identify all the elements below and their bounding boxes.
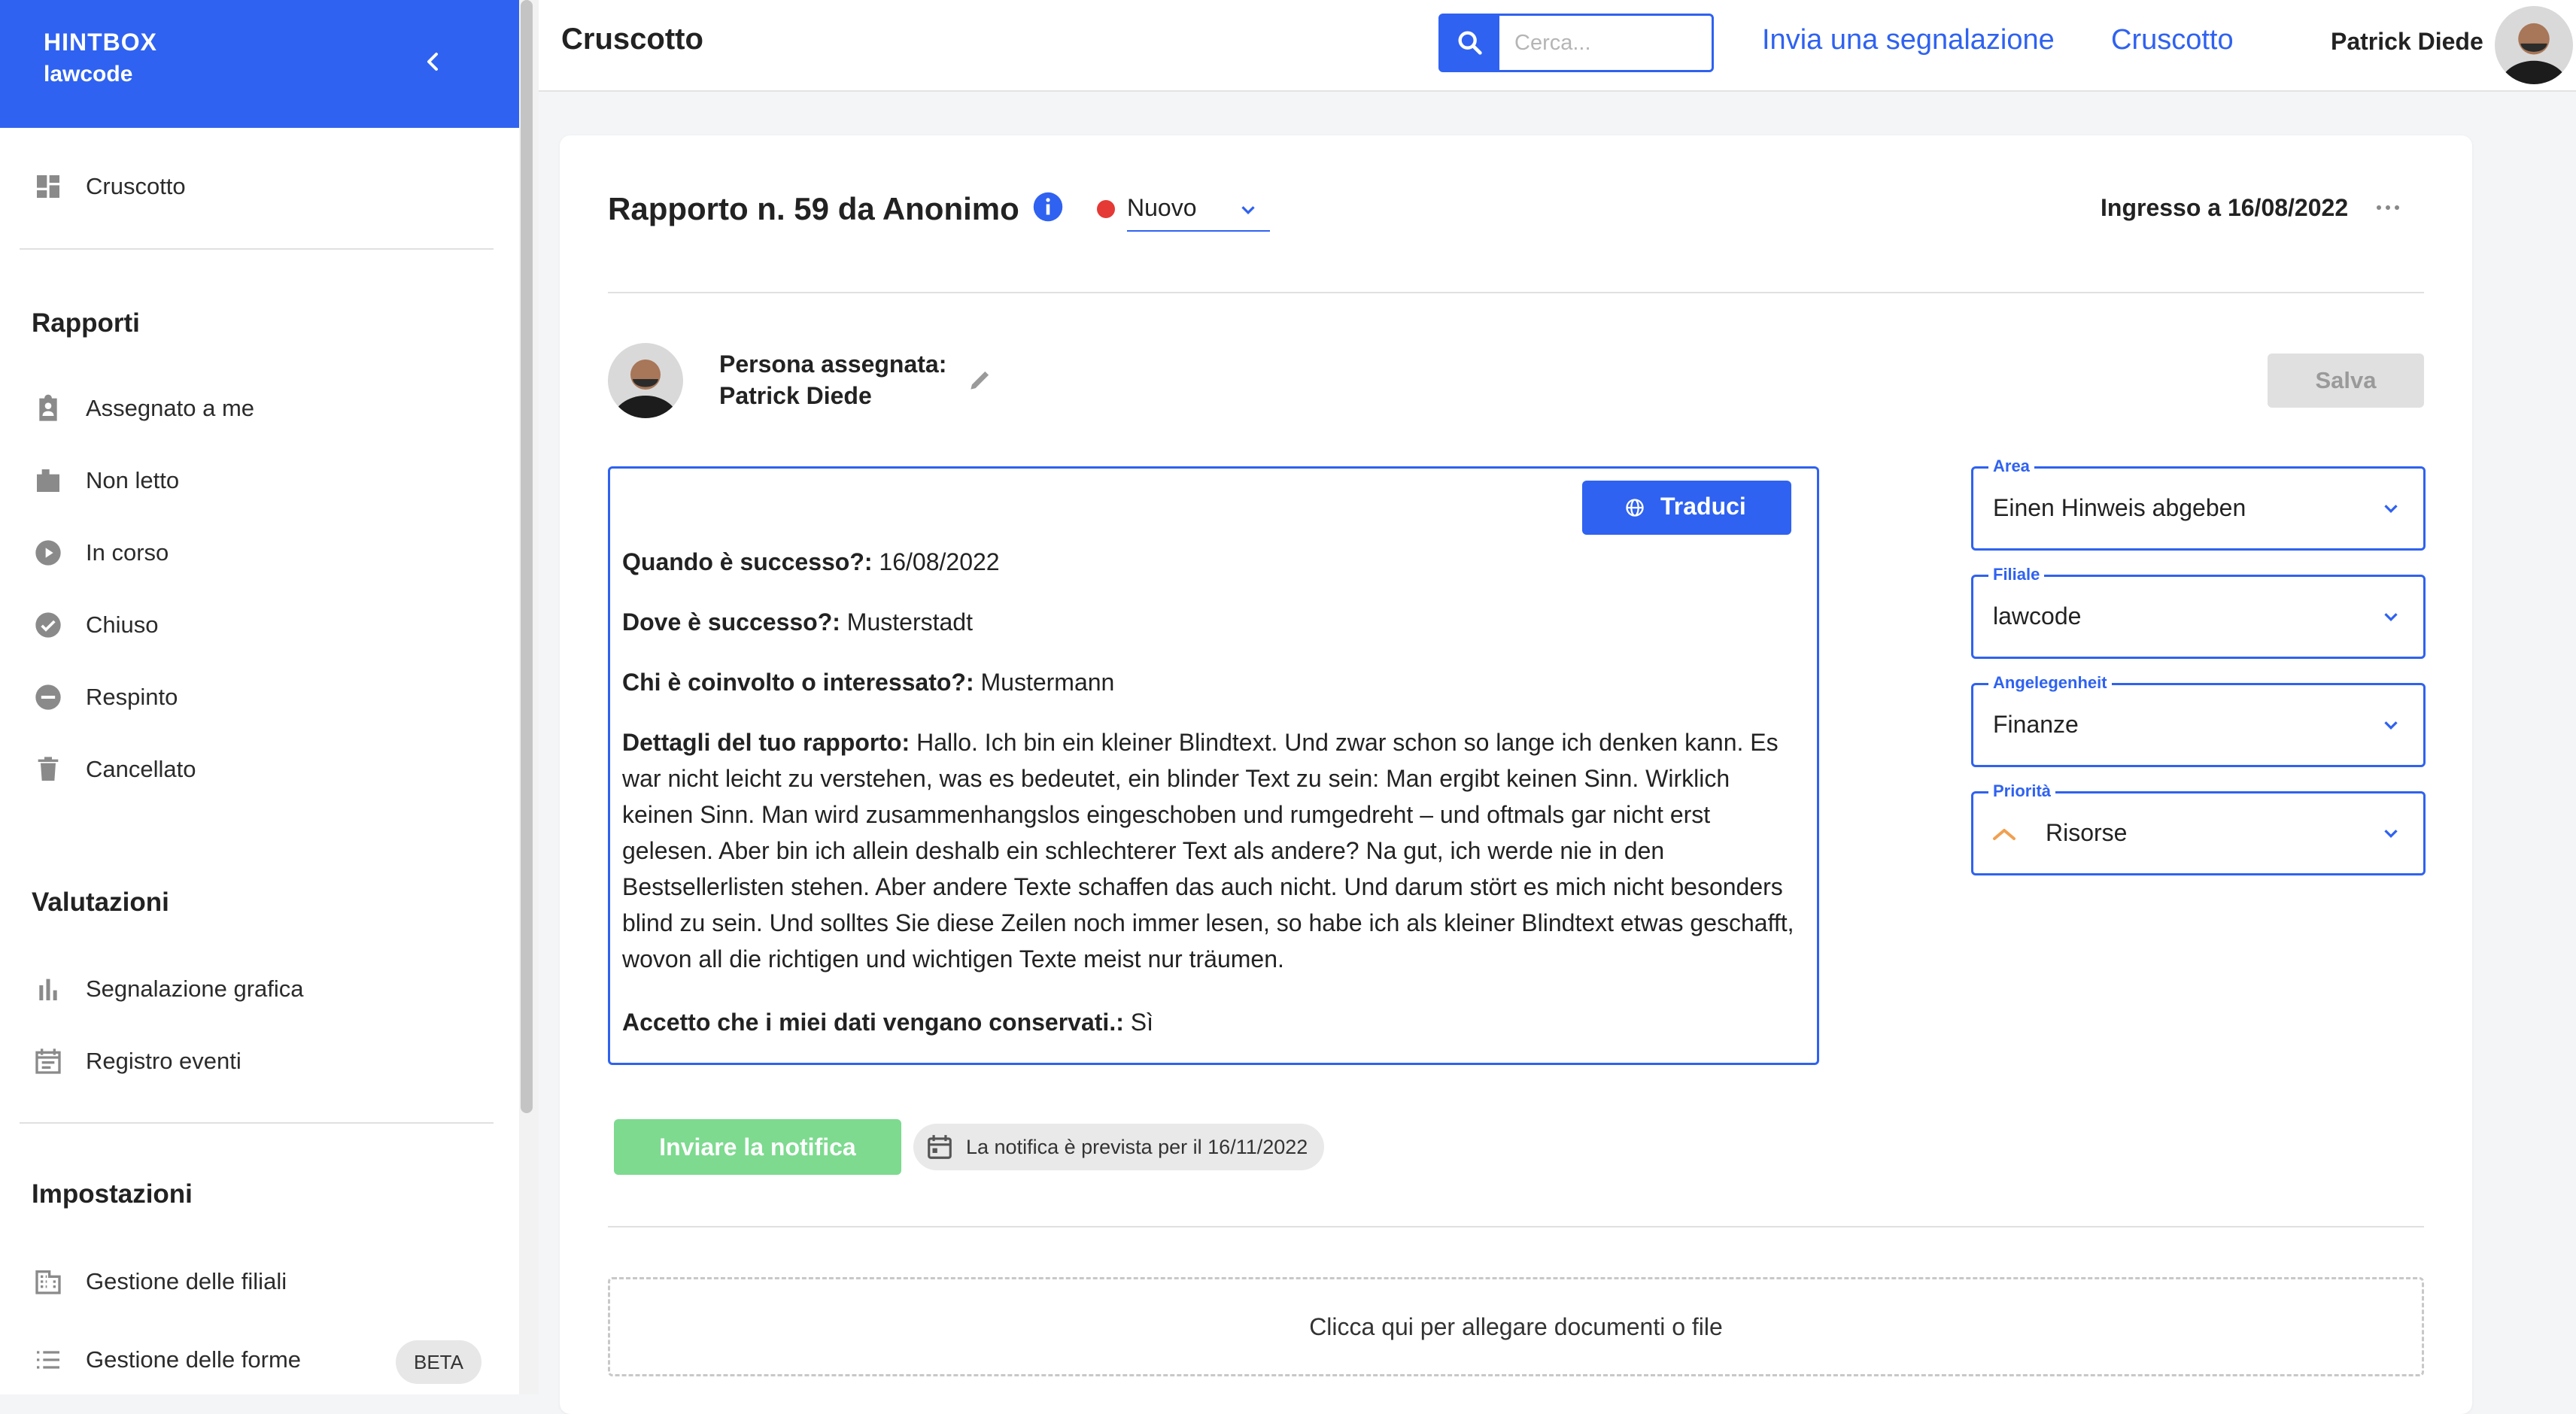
sidebar	[0, 0, 519, 1394]
divider	[608, 1226, 2424, 1227]
field-label: Dove è successo?:	[622, 608, 840, 636]
brand-header	[0, 0, 519, 128]
sidebar-item-event-log[interactable]	[0, 1031, 519, 1091]
status-dot	[1097, 200, 1115, 218]
select-value: lawcode	[1993, 602, 2082, 630]
sidebar-item-assigned[interactable]	[0, 378, 519, 438]
select-caption: Priorità	[1988, 781, 2055, 801]
sidebar-divider	[20, 248, 494, 250]
beta-badge: BETA	[396, 1340, 481, 1384]
send-report-link[interactable]: Invia una segnalazione	[1762, 24, 2055, 56]
file-dropzone[interactable]: Clicca qui per allegare documenti o file	[608, 1277, 2424, 1376]
top-header	[539, 0, 2576, 92]
translate-button[interactable]	[1582, 481, 1791, 535]
assignee-avatar	[608, 343, 683, 418]
select-caption: Area	[1988, 457, 2034, 476]
divider	[608, 292, 2424, 293]
translate-label: Traduci	[1660, 493, 1746, 520]
field-value: 16/08/2022	[872, 548, 1000, 575]
section-title-rapporti: Rapporti	[32, 308, 140, 338]
sidebar-item-rejected[interactable]	[0, 667, 519, 727]
select-caption: Filiale	[1988, 565, 2044, 584]
play-circle-icon	[33, 538, 63, 568]
field-label: Quando è successo?:	[622, 548, 873, 575]
search-icon	[1455, 28, 1485, 58]
assignment-ind-icon	[33, 393, 63, 423]
building-icon	[33, 1267, 63, 1297]
brand-tenant: lawcode	[44, 62, 133, 86]
field-label: Dettagli del tuo rapporto:	[622, 729, 910, 756]
sidebar-item-label: Chiuso	[86, 611, 159, 638]
sidebar-item-label: Registro eventi	[86, 1048, 242, 1074]
user-avatar-icon	[608, 343, 683, 418]
sidebar-item-label: Cruscotto	[86, 173, 186, 199]
globe-icon	[1624, 497, 1645, 518]
sidebar-item-label: Gestione delle forme	[86, 1346, 302, 1373]
send-notification-button[interactable]: Inviare la notifica	[614, 1119, 901, 1175]
search-button[interactable]	[1441, 16, 1499, 70]
report-field-who	[622, 664, 1803, 700]
check-circle-icon	[33, 610, 63, 640]
sidebar-item-deleted[interactable]	[0, 739, 519, 800]
search-box[interactable]	[1438, 14, 1714, 72]
priority-chevron-icon	[1991, 825, 2017, 843]
report-field-when	[622, 544, 1803, 580]
sidebar-scrollbar-thumb[interactable]	[521, 0, 533, 1113]
sidebar-item-dashboard[interactable]	[0, 156, 519, 217]
dashboard-icon	[33, 171, 63, 202]
sidebar-item-label: Assegnato a me	[86, 395, 255, 421]
field-value: Musterstadt	[840, 608, 973, 636]
trash-icon	[33, 754, 63, 784]
list-icon	[33, 1345, 63, 1375]
report-field-consent	[622, 1004, 1803, 1040]
notification-schedule-text: La notifica è prevista per il 16/11/2022	[966, 1136, 1308, 1158]
sidebar-item-chart-report[interactable]	[0, 959, 519, 1019]
calendar-icon	[925, 1133, 954, 1161]
info-icon[interactable]	[1032, 191, 1064, 223]
received-date: Ingresso a 16/08/2022	[2101, 194, 2349, 221]
select-value: Risorse	[2046, 819, 2128, 846]
more-horizontal-icon[interactable]	[2373, 200, 2403, 215]
branch-select[interactable]	[1971, 565, 2426, 659]
bar-chart-icon	[33, 974, 63, 1004]
report-title: Rapporto n. 59 da Anonimo	[608, 191, 1019, 226]
chevron-down-icon	[2380, 714, 2402, 736]
select-caption: Angelegenheit	[1988, 673, 2112, 693]
chevron-left-icon[interactable]	[418, 47, 448, 77]
sidebar-item-label: Cancellato	[86, 756, 196, 782]
sidebar-item-label: Gestione delle filiali	[86, 1268, 287, 1294]
sidebar-item-label: Non letto	[86, 467, 180, 493]
field-label: Chi è coinvolto o interessato?:	[622, 669, 974, 696]
avatar[interactable]	[2495, 6, 2573, 84]
status-select[interactable]	[1127, 188, 1270, 232]
field-value: Hallo. Ich bin ein kleiner Blindtext. Und zwar schon so lange ich denken kann. Es war nicht leicht zu verstehen, was es bedeutet, ein blinder Text zu sein: Man ergibt keinen Sinn. Wirklich keinen Sinn. Man wird zusammenhangslos eingeschoben und rumgedreht – und oftmals gar nicht erst gelesen. Aber bin ich allein deshalb ein schlechterer Text als andere? Na gut, ich werde nie in den Bestsellerlisten stehen. Aber andere Texte schaffen das auch nicht. Und darum stört es mich nicht besonders blind zu sein. Und solltes Sie diese Zeilen noch immer lesen, so habe ich als kleiner Blindtext etwas geschafft, wovon all die richtigen und wichtigen Texte meist nur träumen.	[622, 729, 1794, 973]
sidebar-divider	[20, 1122, 494, 1124]
search-input[interactable]	[1513, 25, 1704, 61]
report-card	[560, 135, 2472, 1414]
select-value: Finanze	[1993, 711, 2079, 738]
user-name[interactable]: Patrick Diede	[2331, 28, 2483, 55]
status-value: Nuovo	[1127, 194, 1197, 221]
page-title: Cruscotto	[561, 23, 703, 56]
calendar-list-icon	[33, 1046, 63, 1076]
sidebar-item-branches[interactable]	[0, 1252, 519, 1312]
sidebar-item-in-progress[interactable]	[0, 523, 519, 583]
sidebar-item-closed[interactable]	[0, 595, 519, 655]
section-title-impostazioni: Impostazioni	[32, 1179, 193, 1209]
select-value: Einen Hinweis abgeben	[1993, 494, 2246, 521]
area-select[interactable]	[1971, 457, 2426, 551]
notification-schedule-chip	[913, 1124, 1324, 1170]
chevron-down-icon	[2380, 497, 2402, 520]
assignee-label: Persona assegnata:	[719, 350, 947, 378]
section-title-valutazioni: Valutazioni	[32, 888, 169, 917]
report-content-box	[608, 466, 1819, 1065]
field-value: Sì	[1123, 1009, 1153, 1036]
chevron-down-icon	[1237, 199, 1259, 221]
dashboard-link[interactable]: Cruscotto	[2111, 24, 2234, 56]
sidebar-item-label: Segnalazione grafica	[86, 976, 304, 1002]
pencil-icon[interactable]	[966, 366, 995, 394]
chevron-down-icon	[2380, 605, 2402, 628]
chevron-down-icon	[2380, 822, 2402, 845]
report-field-where	[622, 604, 1803, 640]
matter-select[interactable]	[1971, 673, 2426, 767]
report-field-details	[622, 724, 1803, 977]
field-value: Mustermann	[974, 669, 1115, 696]
minus-circle-icon	[33, 682, 63, 712]
priority-select[interactable]	[1971, 781, 2426, 875]
sidebar-item-label: Respinto	[86, 684, 178, 710]
assignee-name: Patrick Diede	[719, 382, 872, 409]
user-avatar-icon	[2495, 6, 2573, 84]
mail-unread-icon	[33, 466, 63, 496]
sidebar-item-unread[interactable]	[0, 451, 519, 511]
field-label: Accetto che i miei dati vengano conservati.:	[622, 1009, 1124, 1036]
save-button[interactable]: Salva	[2268, 354, 2424, 408]
sidebar-item-label: In corso	[86, 539, 169, 566]
brand-name: HINTBOX	[44, 29, 157, 56]
